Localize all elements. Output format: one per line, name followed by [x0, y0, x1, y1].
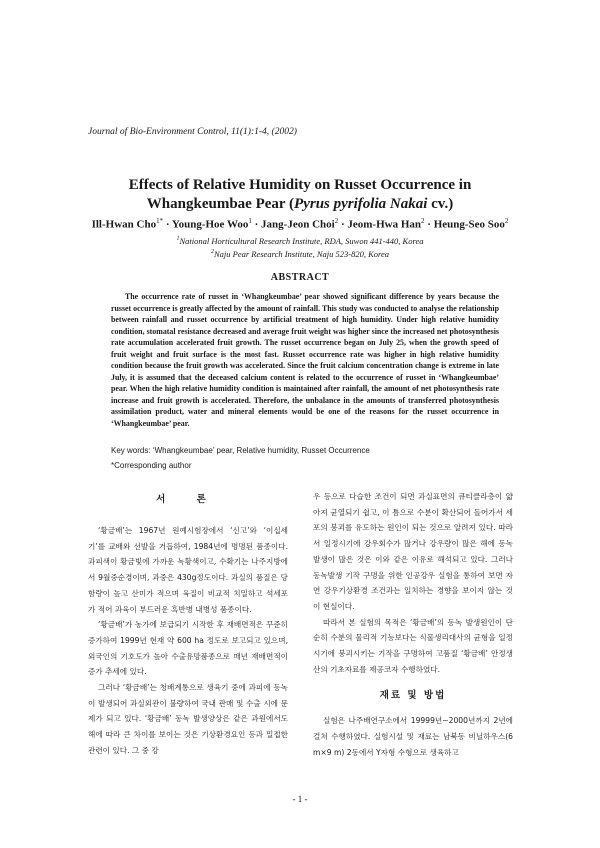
section-heading-materials-methods: 재료 및 방법 — [379, 690, 447, 702]
author-name: Heung-Seo Soo — [433, 218, 505, 231]
paragraph: 따라서 본 실험의 목적은 ‘황금배’의 동녹 발생원인이 단순히 수분의 물리적 기능보다는 식물생리대사의 균형을 일정시기에 붕괴시키는 기작을 구명하여 고품질 ‘황금배’ 안정생산의 기초자료를 제공코자 수행하였다. — [313, 617, 513, 674]
section-heading-introduction: 서 론 — [156, 494, 220, 505]
author-separator: · — [424, 218, 434, 231]
author-name: Ill-Hwan Cho — [91, 218, 157, 231]
paragraph: 실험은 나주배연구소에서 19999년∼2000년까지 2년에 걸쳐 수행하였다. 실험시설 및 재료는 남북동 비닐하우스(6 m×9 m) 2동에서 Y자형 수형으로 생육하고 — [313, 716, 513, 757]
paper-title — [60, 176, 540, 214]
title-line-1: Effects of Relative Humidity on Russet Occurrence in — [128, 177, 472, 193]
affiliation-1: $^1$National Horticultural Research Institute, RDA, Suwon 441-440, Korea — [176, 236, 424, 246]
abstract-text: The occurrence rate of russet in ‘Whangkeumbae’ pear showed significant difference by years because the russet occurrence is greatly affected by the amount of rainfall. This study was conducted to analyse the relationship between rainfall and russet occurrence by artificial treatment of high humidity. Under high relative humidity condition, stomatal resistance decreased and average fruit weight was higher since the increased net photosynthesis rate accumulation accelerated fruit growth. The russet occurrence began on July 25, when the growth speed of fruit weight and fruit surface is the most fast. Russet occurrence rate was higher in high relative humidity condition because the fruit growth was accelerated. Since the fruit calcium concentration change is extreme in late July, it is assumed that the deceased calcium content is related to the occurrence of russet in ‘Whangkeumbae’ pear. When the high relative humidity condition is maintained after rainfall, the amount of net photosynthesis rate increase and fruit growth is accelerated. Therefore, the unbalance in the amounts of transferred photosynthesis assimilation product, water and mineral elements would be one of the reasons for the russet occurrence in ‘Whangkeumbae’ pear. — [111, 292, 499, 428]
species-name: Pyrus pyrifolia Nakai — [294, 196, 428, 212]
author-separator: · — [338, 218, 348, 231]
author-separator: · — [163, 218, 172, 231]
right-column — [313, 489, 513, 761]
abstract-heading: ABSTRACT — [270, 272, 330, 283]
keywords: Key words: ‘Whangkeumbae’ pear, Relative humidity, Russet Occurrence — [111, 446, 370, 455]
affiliation-2: $^2$Naju Pear Research Institute, Naju 523-820, Korea — [210, 249, 390, 259]
paragraph: 그러나 ‘황금배’는 청배계통으로 생육기 중에 과피에 동녹이 발생되어 과실외관이 불량하여 국내 판매 및 수출 시에 문제가 되고 있다. ‘황금배’ 동녹 발생양상은 같은 과원에서도 해에 따라 큰 차이를 보이는 것은 기상환경요인 등과 밀접한 관련이 있다. 그 중 강 — [88, 683, 288, 755]
author-affiliation-mark: 1 — [248, 217, 252, 225]
author-affiliation-mark: 2 — [334, 217, 339, 225]
page-number: - 1 - — [292, 794, 308, 804]
author-affiliation-mark: 2 — [504, 217, 509, 225]
author-name: Young-Hoe Woo — [171, 218, 249, 231]
journal-citation: Journal of Bio-Environment Control, 11(1):1-4, (2002) — [88, 127, 297, 137]
author-name: Jang-Jeon Choi — [261, 218, 335, 231]
author-affiliation-mark: 1* — [156, 217, 164, 225]
corresponding-author-note: *Corresponding author — [111, 461, 192, 470]
paragraph: ‘황금배’가 농가에 보급되기 시작한 후 재배면적은 꾸준히 증가하여 1999년 현재 약 600 ha 정도로 보고되고 있으며, 외국인의 기호도가 높아 수출유망품종으로 매년 재배면적이 증가 추세에 있다. — [88, 620, 288, 677]
title-line-2: Whangkeumbae Pear (Pyrus pyrifolia Nakai cv.) — [146, 196, 454, 212]
left-column — [88, 489, 288, 759]
author-affiliation-mark: 2 — [421, 217, 425, 225]
paragraph: 우 등으로 다습한 조건이 되면 과실표면의 큐티클라층이 얇아져 균열되기 쉽고, 이 틈으로 수분이 확산되어 들어가서 세포의 붕괴를 유도하는 원인이 되는 것으로 알려져 있다. 따라서 일정시기에 강우회수가 많거나 강우량이 많은 해에 동녹 발생이 많은 것은 이와 같은 이유로 해석되고 있다. 그러나 동녹발생 기작 구명을 위한 인공강우 실험을 통하여 보면 자연 강우기상환경 조건과는 일치하는 경향을 보이지 않는 것이 현실이다. — [313, 492, 513, 611]
author-name: Jeom-Hwa Han — [347, 218, 422, 231]
author-separator: · — [251, 218, 262, 231]
paragraph: ‘황금배’는 1967년 원예시험장에서 ‘신고’와 ‘이십세기’를 교배와 선발을 거듭하여, 1984년에 명명된 품종이다. 과피색이 황금빛에 가까운 녹황색이고, 수확기는 나주지방에서 9월중순경이며, 과중은 430g정도이다. 과실의 품질은 당함량이 높고 산미가 적으며 육질이 비교적 치밀하고 석세포가 적어 과육이 부드러운 흑반병 내병성 품종이다. — [88, 526, 288, 614]
author-list — [60, 217, 540, 231]
